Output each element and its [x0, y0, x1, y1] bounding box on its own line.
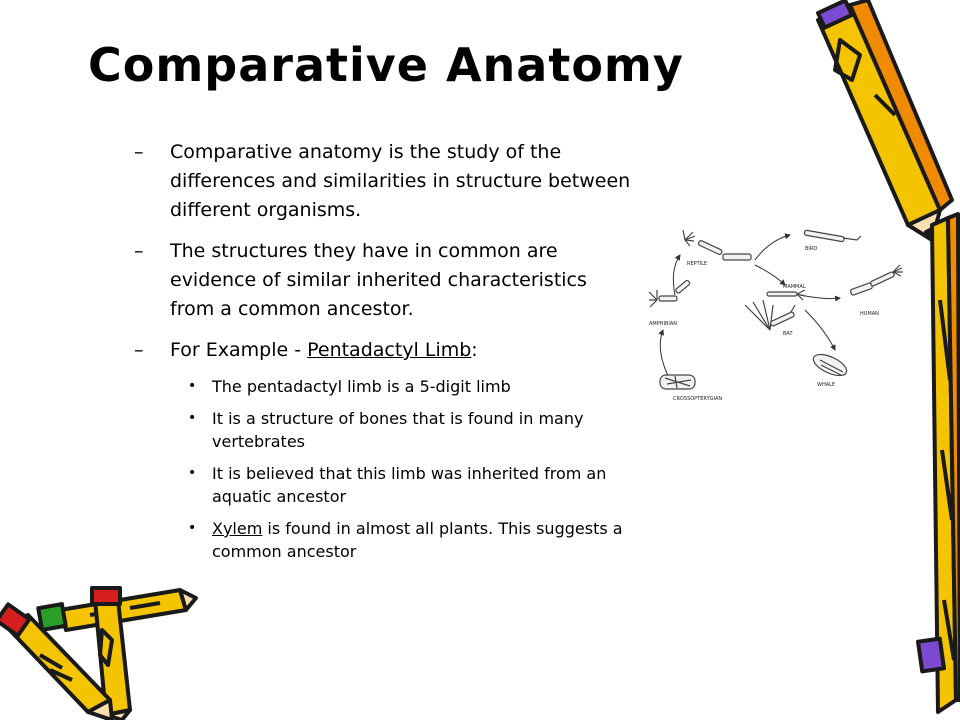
bullet-item — [130, 237, 635, 324]
subbullet-item — [188, 462, 635, 508]
slide-body — [130, 138, 635, 572]
subbullet-item — [188, 375, 635, 398]
subbullet-text: It is a structure of bones that is found in many vertebrates — [212, 409, 584, 451]
bullet-dot: • — [188, 520, 197, 536]
pencils-icon — [0, 570, 200, 720]
bullet-dot: • — [188, 410, 197, 426]
pencil-clipart-right — [800, 0, 960, 720]
subbullet-item — [188, 517, 635, 563]
bullet-text: The structures they have in common are evidence of similar inherited characteristics from a common ancestor. — [170, 240, 587, 320]
bird-label: BIRD — [805, 246, 818, 252]
pencil-icon — [800, 0, 960, 720]
subbullet-text: The pentadactyl limb is a 5-digit limb — [212, 377, 511, 396]
pentadactyl-limb-term: Pentadactyl Limb — [307, 339, 472, 361]
bullet-dot: • — [188, 465, 197, 481]
mammal-label: MAMMAL — [783, 284, 806, 290]
subbullet-item — [188, 407, 635, 453]
crossopterygian-fin-icon — [660, 375, 695, 389]
dash-marker: – — [134, 339, 144, 361]
whale-label: WHALE — [817, 382, 836, 388]
slide-title: Comparative Anatomy — [88, 38, 684, 92]
amphibian-label: AMPHIBIAN — [649, 321, 678, 327]
bat-limb-icon — [745, 300, 795, 330]
bullet-item — [130, 138, 635, 225]
bullet-dot: • — [188, 378, 197, 394]
dash-marker: – — [134, 141, 144, 163]
crossopterygian-label: CROSSOPTERYGIAN — [673, 396, 723, 402]
xylem-term: Xylem — [212, 519, 263, 538]
bullet-item — [130, 336, 635, 365]
amphibian-limb-icon — [649, 280, 690, 307]
reptile-limb-icon — [683, 230, 751, 260]
pencils-clipart-left — [0, 570, 200, 720]
subbullet-text: is found in almost all plants. This suggests a common ancestor — [212, 519, 623, 561]
subbullet-text: It is believed that this limb was inherited from an aquatic ancestor — [212, 464, 607, 506]
dash-marker: – — [134, 240, 144, 262]
human-label: HUMAN — [860, 311, 879, 317]
bat-label: BAT — [783, 331, 793, 337]
bullet-text-suffix: : — [471, 339, 478, 361]
bullet-text-prefix: For Example - — [170, 339, 308, 361]
reptile-label: REPTILE — [687, 261, 708, 267]
bullet-text: Comparative anatomy is the study of the differences and similarities in structure between different organisms. — [170, 141, 631, 221]
